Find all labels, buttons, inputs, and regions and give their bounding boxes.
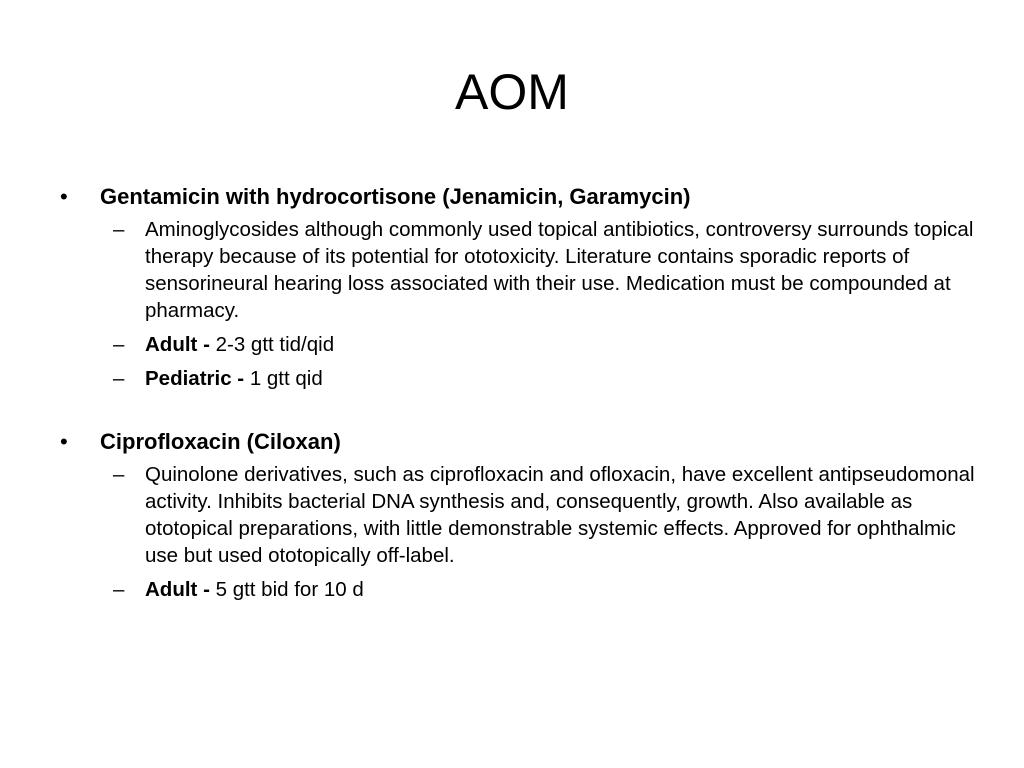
slide-title: AOM xyxy=(455,64,569,120)
bullet-glyph: • xyxy=(60,184,68,209)
bullet-group-ciprofloxacin xyxy=(58,427,978,603)
slide-content xyxy=(58,182,978,603)
sub-bullet xyxy=(113,365,978,392)
sub-bullet xyxy=(113,331,978,358)
bullet-heading xyxy=(58,427,978,457)
dash-glyph: – xyxy=(113,218,125,241)
sub-bullet-body xyxy=(145,331,975,358)
bullet-heading xyxy=(58,182,978,212)
dosage-text: 1 gtt qid xyxy=(249,367,323,390)
dash-glyph: – xyxy=(113,367,125,390)
sub-bullet-text: Aminoglycosides although commonly used topical antibiotics, controversy surrounds topical therapy because of its potential for ototoxicity. Literature contains sporadic reports of sensorineural hearing loss associated with their use. Medication must be compounded at pharmacy. xyxy=(145,218,974,322)
bullet-group-gentamicin xyxy=(58,182,978,392)
dash-glyph: – xyxy=(113,463,125,486)
sub-bullet-body xyxy=(145,576,975,603)
dosage-text: 2-3 gtt tid/qid xyxy=(215,333,335,356)
bullet-heading-text: Gentamicin with hydrocortisone (Jenamicin, Garamycin) xyxy=(100,184,691,209)
sub-bullet xyxy=(113,461,978,569)
dosage-text: 5 gtt bid for 10 d xyxy=(215,578,364,601)
sub-bullet-text: Quinolone derivatives, such as ciprofloxacin and ofloxacin, have excellent antipseudomonal activity. Inhibits bacterial DNA synthesis and, consequently, growth. Also available as ototopical preparations, with little demonstrable systemic effects. Approved for ophthalmic use but used ototopically off-label. xyxy=(145,463,975,567)
sub-bullet xyxy=(113,216,978,324)
dosage-label: Adult - xyxy=(145,333,216,356)
dosage-label: Adult - xyxy=(145,578,216,601)
dash-glyph: – xyxy=(113,578,125,601)
bullet-glyph: • xyxy=(60,429,68,454)
dosage-label: Pediatric - xyxy=(145,367,250,390)
sub-bullet-body xyxy=(145,365,975,392)
bullet-heading-text: Ciprofloxacin (Ciloxan) xyxy=(100,429,341,454)
dash-glyph: – xyxy=(113,333,125,356)
sub-bullet xyxy=(113,576,978,603)
